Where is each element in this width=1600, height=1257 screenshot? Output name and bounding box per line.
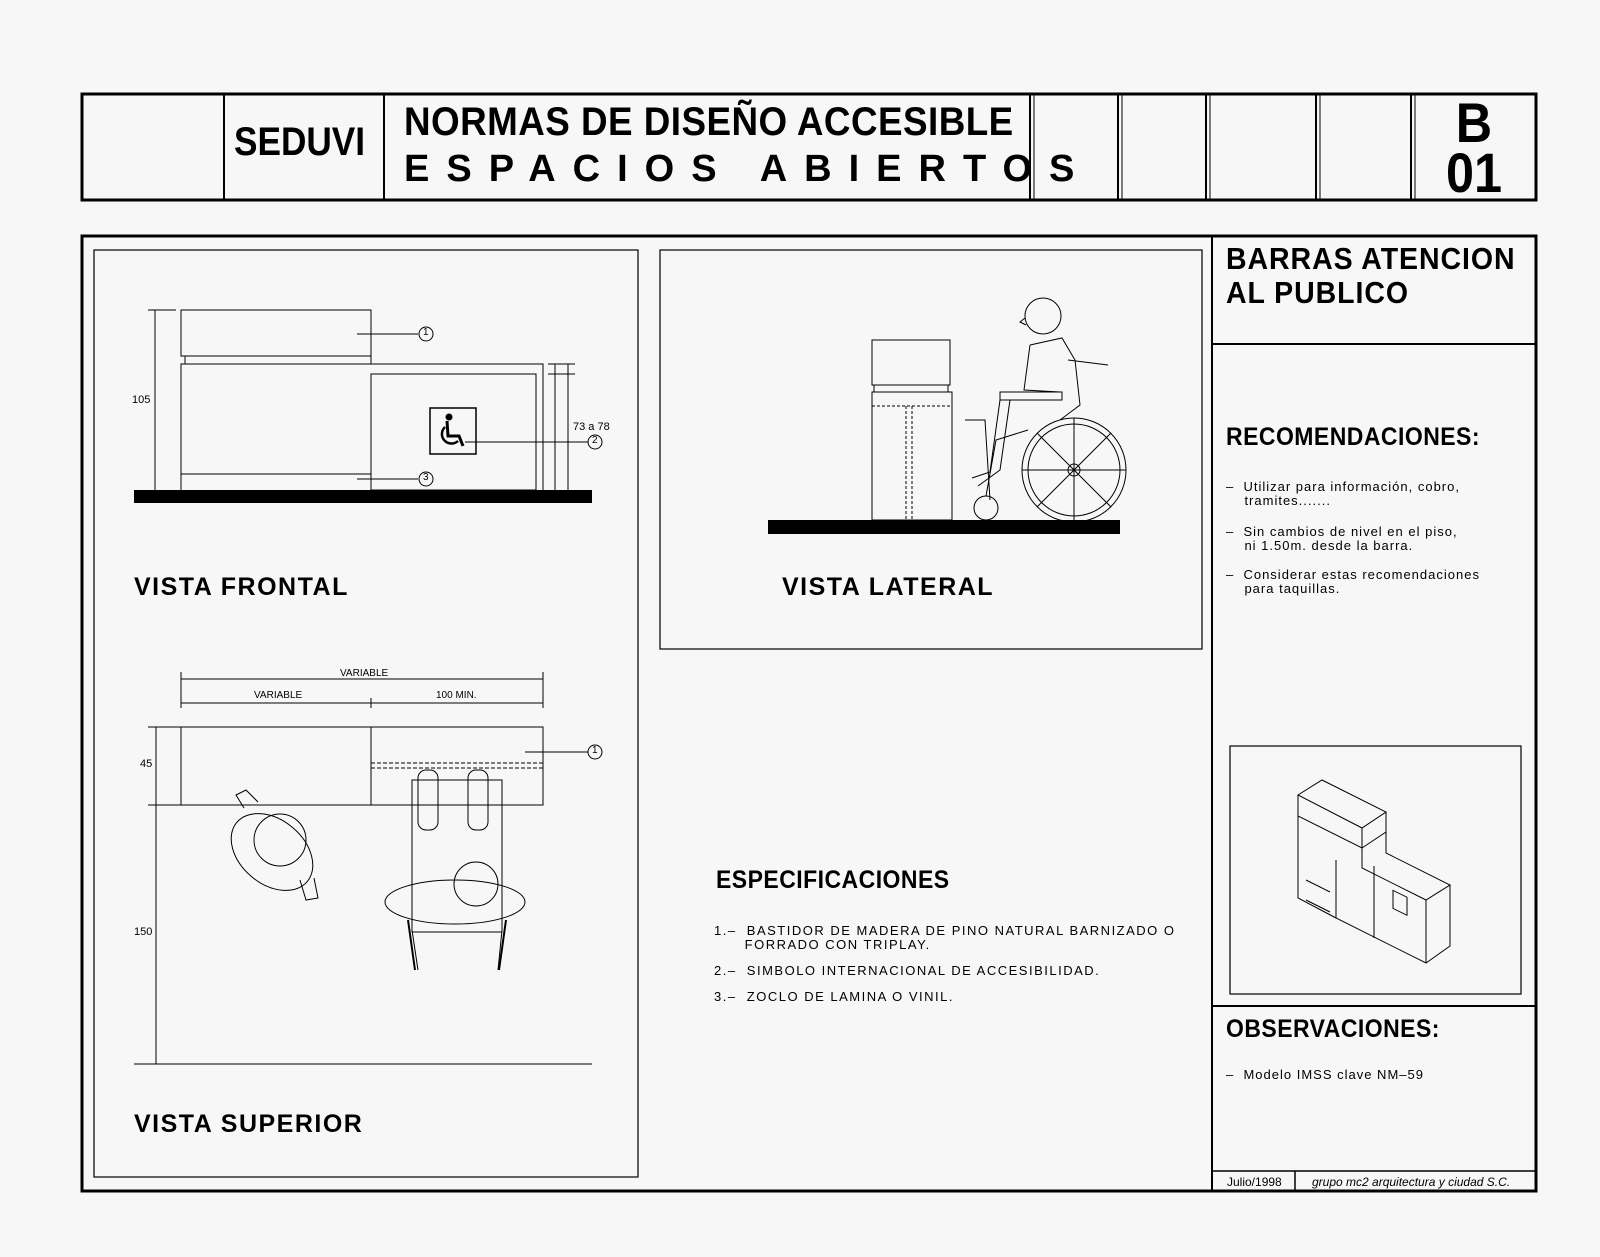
especificacion-item: 3.– ZOCLO DE LAMINA O VINIL.: [714, 989, 955, 1004]
view-title-lateral: VISTA LATERAL: [782, 573, 995, 601]
dim-right-100-min: 100 MIN.: [436, 690, 477, 701]
title-line-1: NORMAS DE DISEÑO ACCESIBLE: [404, 100, 1014, 144]
frontal-drawing: [148, 310, 602, 490]
footer-credit: grupo mc2 arquitectura y ciudad S.C.: [1312, 1175, 1511, 1189]
superior-drawing: [134, 672, 602, 1064]
org-label: SEDUVI: [234, 120, 366, 164]
observacion-item: – Modelo IMSS clave NM–59: [1226, 1067, 1424, 1082]
dim-height-105: 105: [132, 394, 151, 406]
main-frame: [82, 236, 1536, 1191]
observaciones-heading: OBSERVACIONES:: [1226, 1015, 1440, 1043]
lateral-drawing: [872, 298, 1126, 522]
panel-left: [94, 250, 638, 1177]
dim-counter-height: 73 a 78: [573, 421, 610, 433]
sheet-code-letter: B: [1455, 91, 1493, 154]
recomendacion-item: – Sin cambios de nivel en el piso, ni 1.50m. desde la barra.: [1226, 524, 1458, 553]
view-title-frontal: VISTA FRONTAL: [134, 573, 349, 601]
recomendacion-item: – Considerar estas recomendaciones para taquillas.: [1226, 567, 1480, 596]
dim-left-variable: VARIABLE: [254, 690, 303, 701]
frontal-access-symbol: [442, 414, 463, 446]
view-title-superior: VISTA SUPERIOR: [134, 1110, 364, 1138]
especificaciones-heading: ESPECIFICACIONES: [716, 866, 950, 894]
especificacion-item: 1.– BASTIDOR DE MADERA DE PINO NATURAL BARNIZADO O FORRADO CON TRIPLAY.: [714, 923, 1176, 952]
callout-3-frontal: 3: [423, 472, 429, 483]
sheet-title-line-2: AL PUBLICO: [1226, 275, 1409, 310]
isometric-drawing: [1298, 780, 1450, 963]
panel-isometric: [1230, 746, 1521, 994]
dim-clearance-150: 150: [134, 926, 153, 938]
dim-depth-45: 45: [140, 758, 153, 770]
callout-2-frontal: 2: [592, 435, 598, 446]
recomendaciones-heading: RECOMENDACIONES:: [1226, 423, 1480, 451]
lateral-floor: [768, 520, 1120, 534]
dim-overall-variable: VARIABLE: [340, 668, 389, 679]
sheet-code-number: 01: [1445, 141, 1503, 204]
callout-1-superior: 1: [592, 745, 598, 756]
sheet-title-line-1: BARRAS ATENCION: [1226, 241, 1516, 276]
especificacion-item: 2.– SIMBOLO INTERNACIONAL DE ACCESIBILIDAD.: [714, 963, 1101, 978]
recomendacion-item: – Utilizar para información, cobro, tramites.......: [1226, 479, 1460, 508]
callout-1-frontal: 1: [423, 327, 429, 338]
frontal-floor: [134, 490, 592, 503]
footer-date: Julio/1998: [1227, 1175, 1282, 1189]
title-line-2: ESPACIOS ABIERTOS: [404, 148, 1092, 190]
